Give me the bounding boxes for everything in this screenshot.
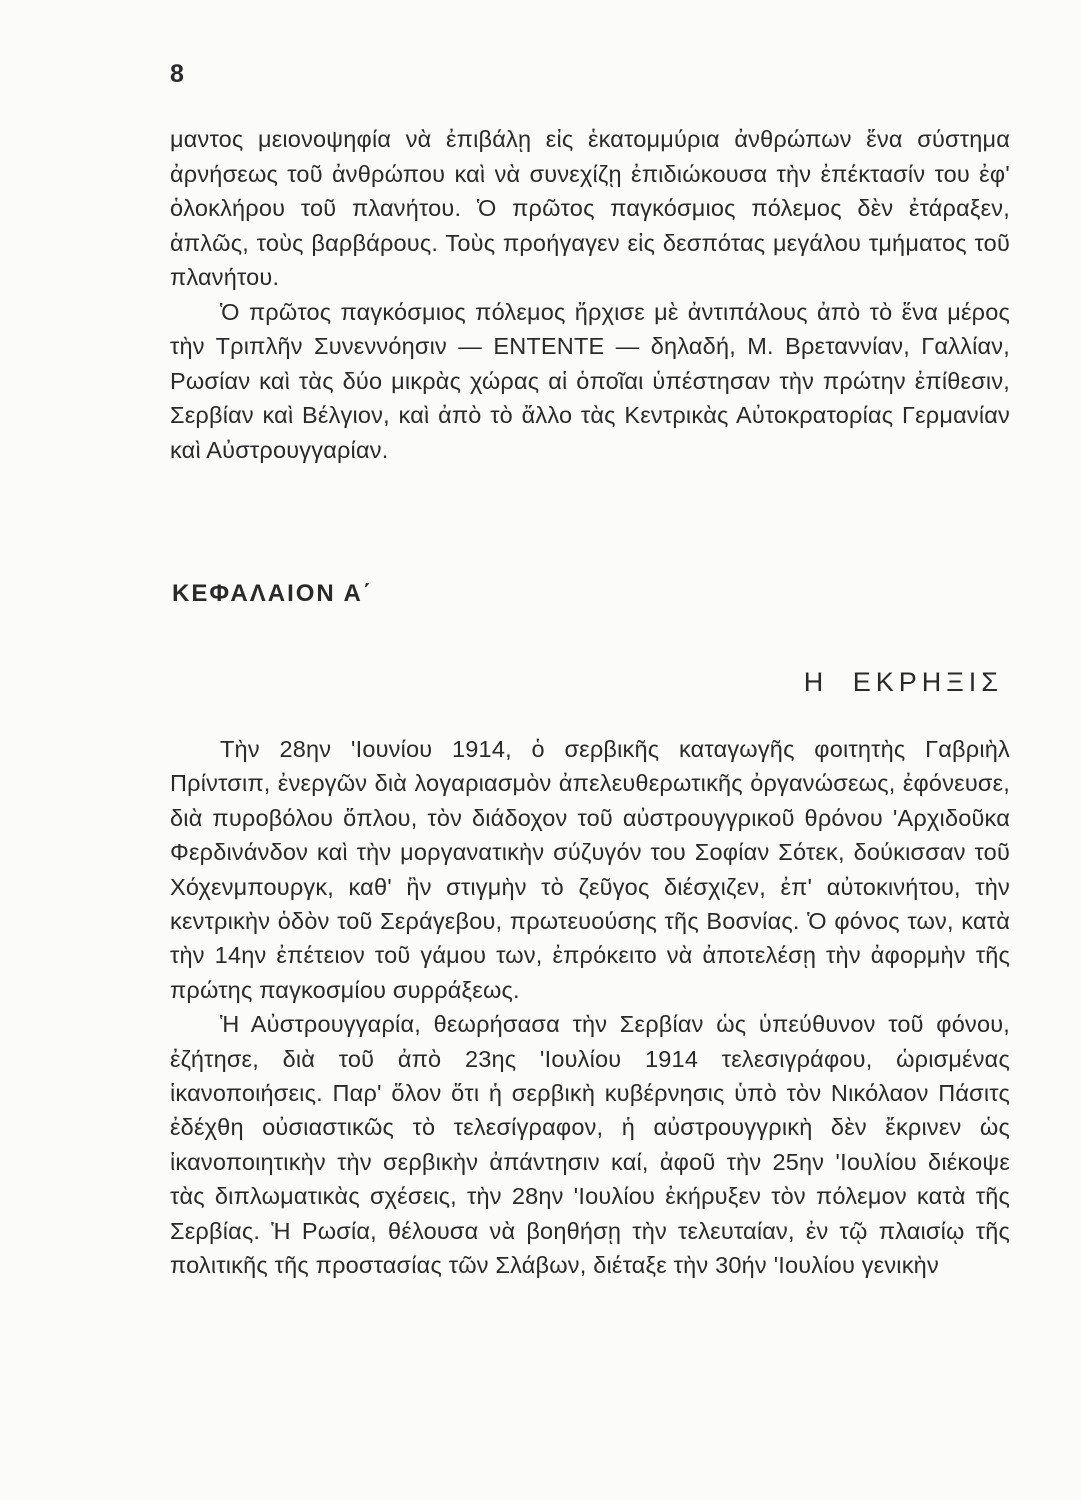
intro-text <box>170 122 1010 467</box>
intro-paragraph-1: μαντος μειονοψηφία νὰ ἐπιβάλῃ εἰς ἑκατομμύρια ἀνθρώπων ἕνα σύστημα ἀρνήσεως τοῦ ἀνθρώπου καὶ νὰ συνεχίζῃ ἐπιδιώκουσα τὴν ἐπέκτασίν του ἐφ' ὁλοκλήρου τοῦ πλανήτου. Ὁ πρῶτος παγκόσμιος πόλεμος δὲν ἐτάραξεν, ἁπλῶς, τοὺς βαρβάρους. Τοὺς προήγαγεν εἰς δεσπότας μεγάλου τμήματος τοῦ πλανήτου. <box>170 126 1010 290</box>
page-number: 8 <box>170 60 184 88</box>
section-title: Η ΕΚΡΗΞΙΣ <box>803 667 1003 697</box>
body-paragraph-1: Τὴν 28ην 'Ιουνίου 1914, ὁ σερβικῆς καταγωγῆς φοιτητὴς Γαβριὴλ Πρίντσιπ, ἐνεργῶν διὰ λογαριασμὸν ἀπελευθερωτικῆς ὀργανώσεως, ἐφόνευσε, διὰ πυροβόλου ὅπλου, τὸν διάδοχον τοῦ αὐστρουγγρικοῦ θρόνου 'Αρχιδοῦκα Φερδινάνδον καὶ τὴν μοργανατικὴν σύζυγόν του Σοφίαν Σότεκ, δούκισσαν τοῦ Χόχενμπουργκ, καθ' ἣν στιγμὴν τὸ ζεῦγος διέσχιζεν, ἐπ' αὐτοκινήτου, τὴν κεντρικὴν ὁδὸν τοῦ Σεράγεβου, πρωτευούσης τῆς Βοσνίας. Ὁ φόνος των, κατὰ τὴν 14ην ἐπέτειον τοῦ γάμου των, ἐπρόκειτο νὰ ἀποτελέσῃ τὴν ἀφορμὴν τῆς πρώτης παγκοσμίου συρράξεως. <box>170 736 1010 1003</box>
body-text <box>170 732 1010 1283</box>
body-paragraph-2: Ἡ Αὐστρουγγαρία, θεωρήσασα τὴν Σερβίαν ὡς ὑπεύθυνον τοῦ φόνου, ἐζήτησε, διὰ τοῦ ἀπὸ 23ης 'Ιουλίου 1914 τελεσιγράφου, ὡρισμένας ἱκανοποιήσεις. Παρ' ὅλον ὅτι ἡ σερβικὴ κυβέρνησις ὑπὸ τὸν Νικόλαον Πάσιτς ἐδέχθη οὐσιαστικῶς τὸ τελεσίγραφον, ἡ αὐστρουγγρικὴ δὲν ἔκρινεν ὡς ἱκανοποιητικὴν τὴν σερβικὴν ἀπάντησιν καί, ἀφοῦ τὴν 25ην 'Ιουλίου διέκοψε τὰς διπλωματικὰς σχέσεις, τὴν 28ην 'Ιουλίου ἐκήρυξεν τὸν πόλεμον κατὰ τῆς Σερβίας. Ἡ Ρωσία, θέλουσα νὰ βοηθήσῃ τὴν τελευταίαν, ἐν τῷ πλαισίῳ τῆς πολιτικῆς τῆς προστασίας τῶν Σλάβων, διέταξε τὴν 30ήν 'Ιουλίου γενικὴν <box>170 1011 1010 1279</box>
chapter-label: ΚΕΦΑΛΑΙΟΝ Α΄ <box>172 580 373 607</box>
intro-paragraph-2: Ὁ πρῶτος παγκόσμιος πόλεμος ἤρχισε μὲ ἀντιπάλους ἀπὸ τὸ ἕνα μέρος τὴν Τριπλῆν Συνεννόησιν — ENTENTE — δηλαδή, Μ. Βρεταννίαν, Γαλλίαν, Ρωσίαν καὶ τὰς δύο μικρὰς χώρας αἱ ὁποῖαι ὑπέστησαν τὴν πρώτην ἐπίθεσιν, Σερβίαν καὶ Βέλγιον, καὶ ἀπὸ τὸ ἄλλο τὰς Κεντρικὰς Αὐτοκρατορίας Γερμανίαν καὶ Αὐστρουγγαρίαν. <box>170 298 1010 463</box>
